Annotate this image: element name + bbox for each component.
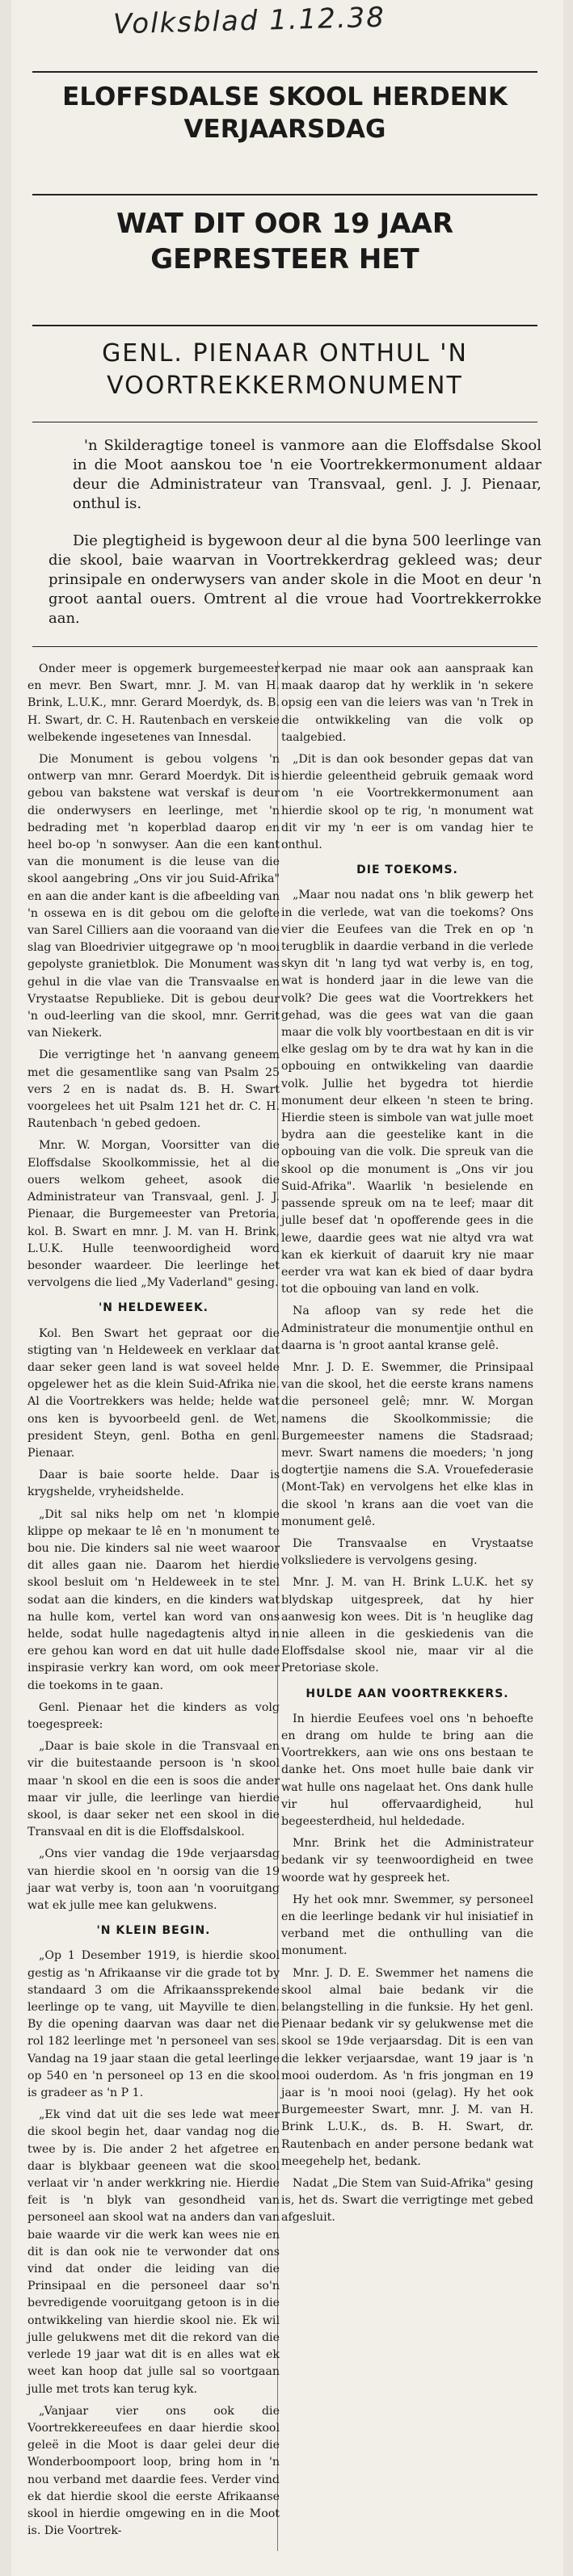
deck-headline: GENL. PIENAAR ONTHUL 'N VOORTREKKERMONUMENT xyxy=(102,339,468,400)
body-paragraph: Die Monument is gebou volgens 'n ontwerp van mnr. Gerard Moerdyk. Dit is gebou van bakstene wat verskaf is deur die onderwysers en leerlinge, met 'n bedrading met 'n koperblad daarop en heel bo-op 'n sonwyser. Aan die een kant van die monument is die leuse van die skool aangebring „Ons vir jou Suid-Afrika" en aan die ander kant is die afbeelding van 'n ossewa en is dit gebou om die gelofte van Sarel Cilliers aan die vooraand van die slag van Bloedrivier uitgegrawe op 'n mooi gepolyste granietblok. Die Monument was gehul in die vlae van die Transvaalse en Vrystaatse Republieke. Dit is gebou deur 'n oud-leerling van die skool, mnr. Gerrit van Niekerk. xyxy=(27,753,280,1040)
right-column xyxy=(281,661,533,2232)
body-paragraph: Na afloop van sy rede het die Administrateur die monumentjie onthul en daarna is 'n groot aantal kranse gelê. xyxy=(281,1305,533,1352)
left-column xyxy=(27,661,280,2544)
subheading-heldeweek: 'N HELDEWEEK. xyxy=(99,1301,209,1315)
body-paragraph: Mnr. Brink het die Administrateur bedank vir sy teenwoordigheid en twee woorde wat hy gespreek het. xyxy=(281,1837,533,1885)
rule-before-columns xyxy=(32,646,537,647)
body-paragraph: Mnr. W. Morgan, Voorsitter van die Eloffsdalse Skoolkommissie, het al die ouers welkom geheet, asook die Administrateur van Transvaal, genl. J. J. Pienaar, die Burgemeester van Pretoria, kol. B. Swart en mnr. J. M. van H. Brink, L.U.K. Hulle teenwoordigheid word besonder waardeer. Die leerlinge het vervolgens die lied „My Vaderland" gesing. xyxy=(27,1139,280,1290)
subheading-toekoms: DIE TOEKOMS. xyxy=(356,864,458,877)
body-paragraph: Kol. Ben Swart het gepraat oor die stigting van 'n Heldeweek en verklaar dat daar seker geen land is wat soveel helde opgelewer het as die klein Suid-Afrika nie. Al die Voortrekkers was helde; helde wat ons ken is byvoorbeeld genl. de Wet, president Steyn, genl. Botha en genl. Pienaar. xyxy=(27,1326,280,1460)
body-paragraph: In hierdie Eeufees voel ons 'n behoefte en drang om hulde te bring aan die Voortrekkers, aan wie ons ons bestaan te danke het. Ons moet hulle baie dank vir wat hulle ons nagelaat het. Ons dank hulle vir hul offervaardigheid, hul begeesterdheid, hul heldedade. xyxy=(281,1712,533,1828)
headline: ELOFFSDALSE SKOOL HERDENK VERJAARSDAG xyxy=(62,82,508,144)
body-paragraph: Mnr. J. D. E. Swemmer het namens die skool almal baie bedank vir die belangstelling in die funksie. Hy het genl. Pienaar bedank vir sy gelukwense met die skool se 19de verjaarsdag. Dit is een van die lekker verjaarsdae, want 19 jaar is 'n mooi ouderdom. As 'n fris jongman en 19 jaar is 'n mooi nooi (gelag). Hy het ook Burgemeester Swart, mnr. J. M. van H. Brink L.U.K., ds. B. H. Swart, dr. Rautenbach en ander persone bedank wat meegehelp het, bedank. xyxy=(281,1966,533,2168)
body-paragraph: Die verrigtinge het 'n aanvang geneem met die gesamentlike sang van Psalm 25 vers 2 en is nadat ds. B. H. Swart voorgelees het uit Psalm 121 het dr. C. H. Rautenbach 'n gebed gedoen. xyxy=(27,1048,280,1131)
lead-paragraph-2: Die plegtigheid is bygewoon deur al die byna 500 leerlinge van die skool, baie waarvan in Voortrekkerdrag gekleed was; deur prinsipale en onderwysers van ander skole in die Moot en deur 'n groot aantal ouers. Omtrent al die vroue had Voortrekkerrokke aan. xyxy=(48,532,541,627)
body-paragraph: Onder meer is opgemerk burgemeester en mevr. Ben Swart, mnr. J. M. van H. Brink, L.U.K., mnr. Gerard Moerdyk, ds. B. H. Swart, dr. C. H. Rautenbach en verskeie welbekende ingesetenes van Innesdal. xyxy=(27,662,280,744)
rule-after-subheadline xyxy=(32,325,537,326)
body-paragraph: „Dit sal niks help om net 'n klompie klippe op mekaar te lê en 'n monument te bou nie. Die kinders sal nie weet waaroor dit alles gaan nie. Daarom het hierdie skool besluit om 'n Heldeweek in te stel sodat aan die kinders, en die kinders wat na hulle kom, vertel kan word van ons helde, sodat hulle nagedagtenis altyd in ere gehou kan word en dat uit hulle dade inspirasie verkry kan word, om ook meer die toekoms in te gaan. xyxy=(27,1507,280,1692)
body-paragraph: „Op 1 Desember 1919, is hierdie skool gestig as 'n Afrikaanse vir die grade tot by standaard 3 om die Afrikaanssprekende leerlinge op te vang, uit Mayville te dien. By die opening daarvan was daar net die rol 182 leerlinge met 'n personeel van ses. Vandag na 19 jaar staan die getal leerlinge op 540 en 'n personeel op 13 en die skool is gradeer as 'n P 1. xyxy=(27,1949,280,2100)
rule-top xyxy=(32,71,537,73)
subheading-klein-begin: 'N KLEIN BEGIN. xyxy=(96,1924,211,1938)
body-paragraph: „Maar nou nadat ons 'n blik gewerp het in die verlede, wat van die toekoms? Ons vier die Eeufees van die Trek en op 'n terugblik in daardie verband in die verlede skyn dit 'n lang tyd wat verby is, en tog, wat is honderd jaar in die lewe van die volk? Die gees wat die Voortrekkers het gehad, was die gees wat van die gaan maar die volk bly voortbestaan en dit is vir elke geslag om by te dra wat hy kan in die opbouing en ontwikkeling van daardie volk. Jullie het bygedra tot hierdie monument deur elkeen 'n steen te bring. Hierdie steen is simbole van wat julle moet bydra aan die geestelike kant in die opbouing van die volk. Die spreuk van die skool op die monument is „Ons vir jou Suid-Afrika". Waarlik 'n besielende en passende spreuk om na te leef; maar dit julle besef dat 'n opofferende gees in die lewe, daardie gees wat nie altyd vra wat kan ek kierkuit of daaruit kry nie maar eerder vra wat kan ek bied of daar bydra tot die opbouing van land en volk. xyxy=(281,889,533,1296)
body-paragraph: Nadat „Die Stem van Suid-Afrika" gesing is, het ds. Swart die verrigtinge met gebed afgesluit. xyxy=(281,2177,533,2225)
rule-after-headline xyxy=(32,194,537,195)
body-paragraph: „Vanjaar vier ons ook die Voortrekkereeufees en daar hierdie skool geleë in die Moot is daar gelei deur die Wonderboompoort loop, bring hom in 'n nou verband met daardie fees. Verder vind ek dat hierdie skool die eerste Afrikaanse skool in hierdie omgewing en in die Moot is. Die Voortrek- xyxy=(27,2404,280,2538)
subheading-hulde: HULDE AAN VOORTREKKERS. xyxy=(305,1687,509,1700)
body-paragraph: „Dit is dan ook besonder gepas dat van hierdie geleentheid gebruik gemaak word om 'n eie Voortrekkermonument aan hierdie skool op te rig, 'n monument wat dit vir my 'n eer is om vandag hier te onthul. xyxy=(281,753,533,852)
body-paragraph: „Ek vind dat uit die ses lede wat meer die skool begin het, daar vandag nog die twee by is. Die ander 2 het afgetree en daar is blykbaar geeneen wat die skool verlaat vir 'n ander werkkring nie. Hierdie feit is 'n blyk van gesondheid van personeel aan skool wat na anders dan van baie waarde vir die werk kan wees nie en dit is dan ook nie te verwonder dat ons vind dat onder die leiding van die Prinsipaal en die personeel daar so'n bevredigende vooruitgang getoon is in die ontwikkeling van hierdie skool nie. Ek wil julle gelukwens met dit die rekord van die verlede 19 jaar wat dit is en alles wat ek weet kan hoop dat julle sal so voortgaan julle met trots kan terug kyk. xyxy=(27,2108,280,2396)
body-paragraph: Mnr. J. D. E. Swemmer, die Prinsipaal van die skool, het die eerste krans namens die personeel gelê; mnr. W. Morgan namens die Skoolkommissie; die Burgemeester namens die Stadsraad; mevr. Swart namens die moeders; 'n jong dogtertjie namens die S.A. Vrouefederasie (Mont-Tak) en vervolgens het elke klas in die skool 'n krans aan die voet van die monument gelê. xyxy=(281,1360,533,1528)
body-paragraph: Daar is baie soorte helde. Daar is krygshelde, vryheidshelde. xyxy=(27,1469,280,1499)
body-paragraph: Mnr. J. M. van H. Brink L.U.K. het sy blydskap uitgespreek, dat hy hier aanwesig kon wees. Dit is 'n heuglike dag nie alleen in die geskiedenis van die Eloffsdalse skool nie, maar vir al die Pretoriase skole. xyxy=(281,1576,533,1675)
body-paragraph: kerpad nie maar ook aan aanspraak kan maak daarop dat hy werklik in 'n sekere opsig een van die leiers was van 'n Trek in die ontwikkeling van die volk op taalgebied. xyxy=(281,662,533,744)
body-paragraph: Die Transvaalse en Vrystaatse volksliedere is vervolgens gesing. xyxy=(281,1536,533,1568)
handwritten-date-note: Volksblad 1.12.38 xyxy=(112,1,386,41)
body-paragraph: „Daar is baie skole in die Transvaal en vir die buitestaande persoon is 'n skool maar 'n skool en die een is soos die ander maar vir julle, die leerlinge van hierdie skool, is daar seker net een skool in die Transvaal en dit is die Eloffsdalskool. xyxy=(27,1740,280,1839)
lead-paragraph-1: 'n Skilderagtige toneel is vanmore aan die Eloffsdalse Skool in die Moot aanskou toe 'n eie Voortrekkermonument aldaar deur die Administrateur van Transvaal, genl. J. J. Pienaar, onthul is. xyxy=(73,437,541,512)
body-paragraph: Hy het ook mnr. Swemmer, sy personeel en die leerlinge bedank vir hul inisiatief in verband met die onthulling van die monument. xyxy=(281,1893,533,1958)
subheadline: WAT DIT OOR 19 JAAR GEPRESTEER HET xyxy=(116,208,453,275)
body-paragraph: Genl. Pienaar het die kinders as volg toegespreek: xyxy=(27,1700,280,1731)
body-paragraph: „Ons vier vandag die 19de verjaarsdag van hierdie skool en 'n oorsig van die 19 jaar wat verby is, toon aan 'n vooruitgang wat ek julle mee kan gelukwens. xyxy=(27,1847,280,1913)
